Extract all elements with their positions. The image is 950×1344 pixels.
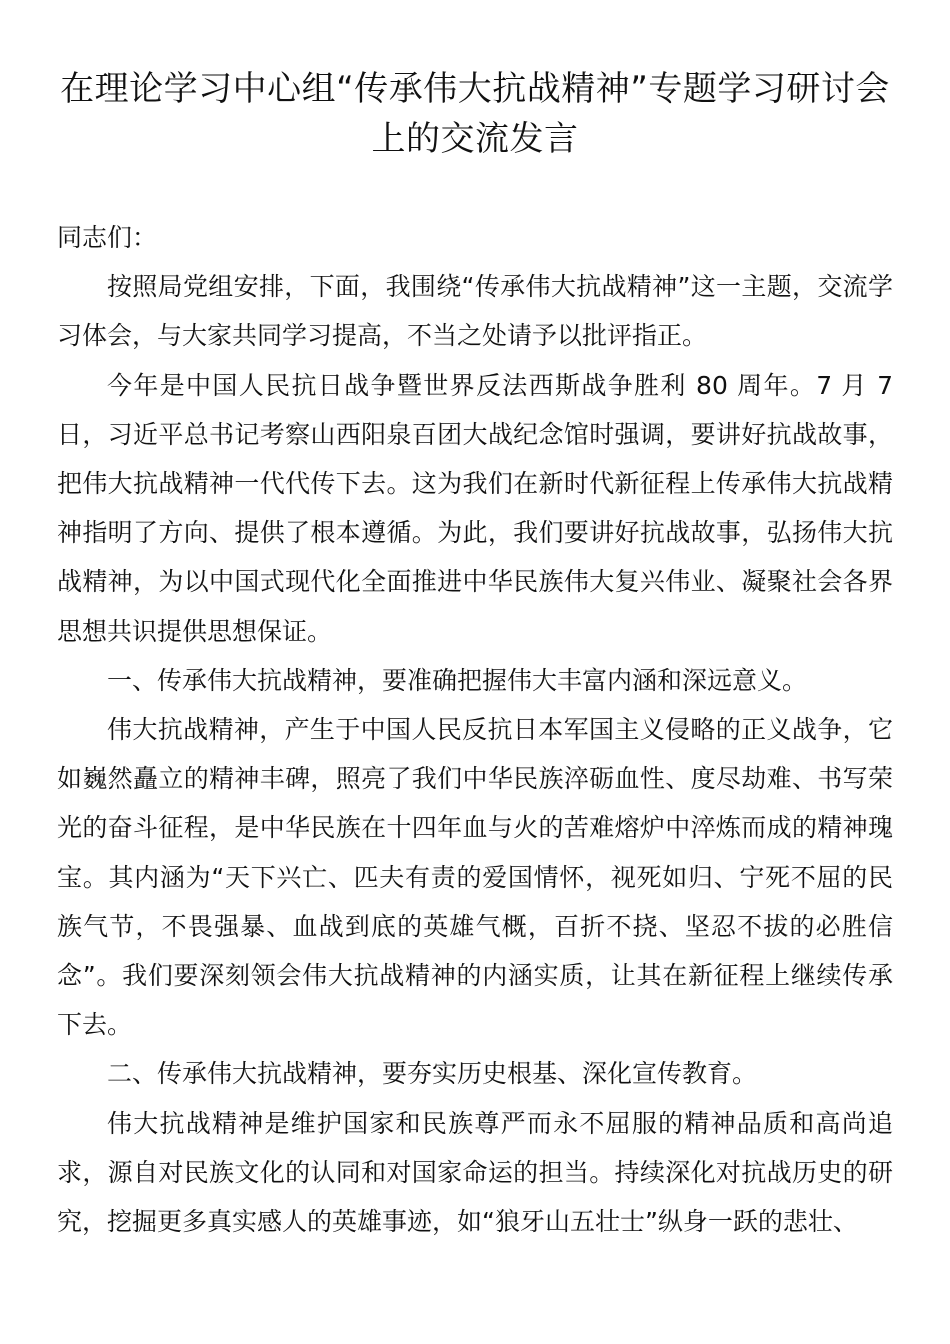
paragraph-section-2: 伟大抗战精神是维护国家和民族尊严而永不屈服的精神品质和高尚追求，源自对民族文化的认同和对国家命运的担当。持续深化对抗战历史的研究，挖掘更多真实感人的英雄事迹，如“狼牙山五壮士”纵身一跃的悲壮、 — [57, 1108, 893, 1237]
section-heading-1: 一、传承伟大抗战精神，要准确把握伟大丰富内涵和深远意义。 — [107, 665, 808, 695]
greeting: 同志们： — [57, 223, 158, 252]
page-title: 在理论学习中心组“传承伟大抗战精神”专题学习研讨会上的交流发言 — [60, 69, 890, 159]
paragraph-section-1: 伟大抗战精神，产生于中国人民反抗日本军国主义侵略的正义战争，它如巍然矗立的精神丰碑，照亮了我们中华民族淬砺血性、度尽劫难、书写荣光的奋斗征程，是中华民族在十四年血与火的苦难熔炉中淬炼而成的精神瑰宝。其内涵为“天下兴亡、匹夫有责的爱国情怀，视死如归、宁死不屈的民族气节，不畏强暴、血战到底的英雄气概，百折不挠、坚忍不拔的必胜信念”。我们要深刻领会伟大抗战精神的内涵实质，让其在新征程上继续传承下去。 — [57, 715, 893, 1040]
document-body — [57, 213, 893, 1246]
paragraph-intro: 按照局党组安排，下面，我围绕“传承伟大抗战精神”这一主题，交流学习体会，与大家共同学习提高，不当之处请予以批评指正。 — [57, 272, 893, 351]
section-heading-2: 二、传承伟大抗战精神，要夯实历史根基、深化宣传教育。 — [107, 1059, 758, 1089]
paragraph-background: 今年是中国人民抗日战争暨世界反法西斯战争胜利 80 周年。7 月 7 日，习近平总书记考察山西阳泉百团大战纪念馆时强调，要讲好抗战故事，把伟大抗战精神一代代传下去。这为我们在新时代新征程上传承伟大抗战精神指明了方向、提供了根本遵循。为此，我们要讲好抗战故事，弘扬伟大抗战精神，为以中国式现代化全面推进中华民族伟大复兴伟业、凝聚社会各界思想共识提供思想保证。 — [57, 370, 893, 646]
